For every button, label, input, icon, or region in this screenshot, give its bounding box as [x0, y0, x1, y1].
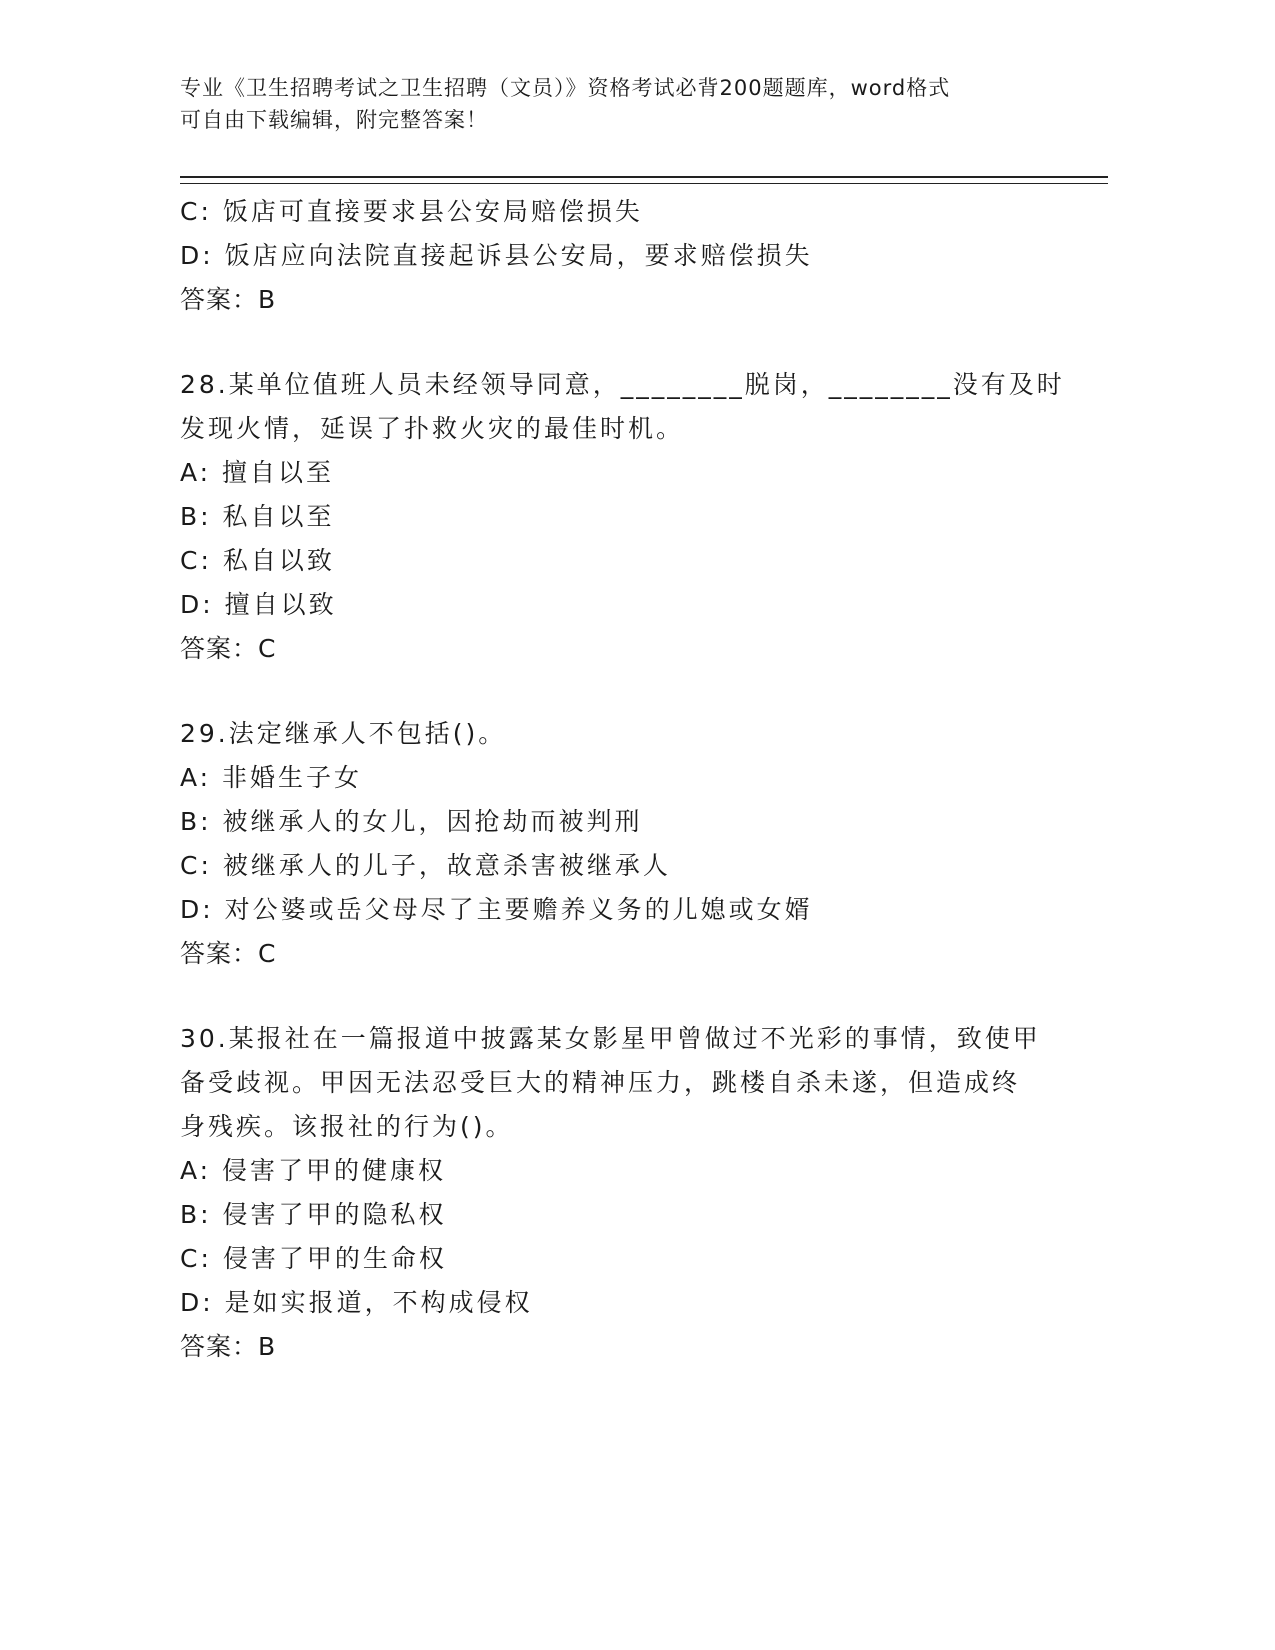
option-b: B: 侵害了甲的隐私权	[180, 1200, 447, 1229]
question-spacer	[180, 322, 1060, 363]
answer: 答案：B	[180, 1332, 277, 1361]
question-stem-line-1: 28.某单位值班人员未经领导同意，________脱岗，________没有及时	[180, 370, 1065, 399]
option-d: D: 是如实报道，不构成侵权	[180, 1288, 533, 1317]
question-stem-line-3: 身残疾。该报社的行为()。	[180, 1112, 514, 1141]
header-title-line-2: 可自由下载编辑，附完整答案！	[180, 108, 488, 132]
question-stem-line-2: 发现火情，延误了扑救火灾的最佳时机。	[180, 414, 685, 443]
question-stem-line-2: 备受歧视。甲因无法忍受巨大的精神压力，跳楼自杀未遂，但造成终	[180, 1068, 1021, 1097]
question-27	[180, 190, 1060, 322]
option-a: A: 擅自以至	[180, 458, 335, 487]
question-stem-line-1: 29.法定继承人不包括()。	[180, 719, 507, 748]
option-c: C: 饭店可直接要求县公安局赔偿损失	[180, 197, 643, 226]
option-b: B: 被继承人的女儿，因抢劫而被判刑	[180, 807, 643, 836]
question-stem-line-1: 30.某报社在一篇报道中披露某女影星甲曾做过不光彩的事情，致使甲	[180, 1024, 1041, 1053]
header-divider	[180, 176, 1108, 184]
answer: 答案：C	[180, 634, 277, 663]
question-30	[180, 1017, 1060, 1369]
option-a: A: 非婚生子女	[180, 763, 363, 792]
question-list	[180, 190, 1065, 1369]
option-d: D: 对公婆或岳父母尽了主要赡养义务的儿媳或女婿	[180, 895, 813, 924]
answer: 答案：C	[180, 939, 277, 968]
answer: 答案：B	[180, 285, 277, 314]
document-header	[180, 72, 1060, 136]
option-c: C: 侵害了甲的生命权	[180, 1244, 447, 1273]
option-c: C: 被继承人的儿子，故意杀害被继承人	[180, 851, 671, 880]
question-29	[180, 712, 1060, 976]
option-a: A: 侵害了甲的健康权	[180, 1156, 447, 1185]
option-d: D: 擅自以致	[180, 590, 337, 619]
option-d: D: 饭店应向法院直接起诉县公安局，要求赔偿损失	[180, 241, 813, 270]
question-28	[180, 363, 1065, 671]
question-spacer	[180, 976, 1060, 1017]
option-b: B: 私自以至	[180, 502, 335, 531]
header-title-line-1: 专业《卫生招聘考试之卫生招聘（文员）》资格考试必背200题题库，word格式	[180, 76, 951, 100]
question-spacer	[180, 671, 1060, 712]
option-c: C: 私自以致	[180, 546, 335, 575]
